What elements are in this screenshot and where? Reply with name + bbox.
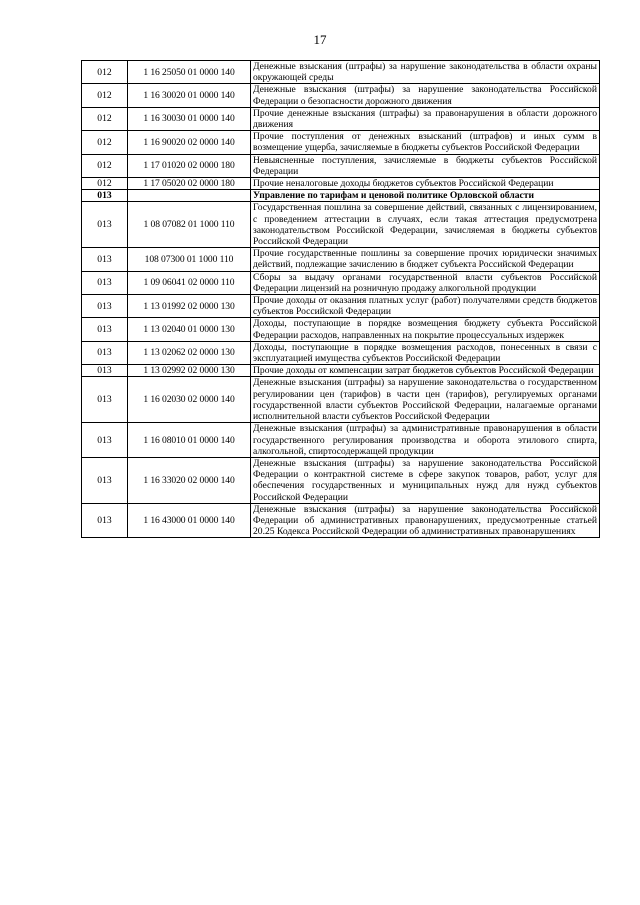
income-name-cell: Денежные взыскания (штрафы) за нарушение законодательства Российской Федерации о контрактной системе в сфере закупок товаров, работ, услуг для обеспечения государственных и муниципальных нужд для нужд субъектов Российской Федерации: [251, 457, 600, 503]
admin-code-cell: 012: [82, 84, 128, 107]
admin-code-cell: 013: [82, 341, 128, 364]
admin-code-cell: 012: [82, 178, 128, 190]
table-row: [82, 154, 600, 177]
table-row: [82, 202, 600, 248]
income-name-cell: Доходы, поступающие в порядке возмещения бюджету субъекта Российской Федерации расходов, направленных на покрытие процессуальных издержек: [251, 318, 600, 341]
table-row: [82, 61, 600, 84]
table-row: [82, 295, 600, 318]
budget-code-cell: 1 16 25050 01 0000 140: [128, 61, 251, 84]
budget-code-cell: 1 17 01020 02 0000 180: [128, 154, 251, 177]
table-row: [82, 318, 600, 341]
income-name-cell: Денежные взыскания (штрафы) за нарушение законодательства о государственном регулировании цен (тарифов) в части цен (тарифов), регулируемых органами государственной власти субъектов Российской Федерации, налагаемые органами исполнительной власти субъектов Российской Федерации: [251, 377, 600, 423]
income-codes-table: [81, 60, 600, 538]
budget-code-cell: 1 13 02992 02 0000 130: [128, 365, 251, 377]
table-row: [82, 131, 600, 154]
budget-code-cell: 108 07300 01 1000 110: [128, 248, 251, 271]
table-row: [82, 107, 600, 130]
budget-code-cell: 1 16 30030 01 0000 140: [128, 107, 251, 130]
income-name-cell: Доходы, поступающие в порядке возмещения расходов, понесенных в связи с эксплуатацией имущества субъектов Российской Федерации: [251, 341, 600, 364]
income-name-cell: Невыясненные поступления, зачисляемые в бюджеты субъектов Российской Федерации: [251, 154, 600, 177]
budget-code-cell: [128, 190, 251, 202]
budget-code-cell: 1 13 02062 02 0000 130: [128, 341, 251, 364]
income-name-cell: Денежные взыскания (штрафы) за нарушение законодательства Российской Федерации об административных правонарушениях, предусмотренные статьей 20.25 Кодекса Российской Федерации об административных правонарушениях: [251, 503, 600, 538]
table-row: [82, 84, 600, 107]
table-row: [82, 503, 600, 538]
budget-code-cell: 1 16 43000 01 0000 140: [128, 503, 251, 538]
table-row: [82, 365, 600, 377]
table-row: [82, 341, 600, 364]
budget-code-cell: 1 16 33020 02 0000 140: [128, 457, 251, 503]
income-name-cell: Денежные взыскания (штрафы) за нарушение законодательства Российской Федерации о безопасности дорожного движения: [251, 84, 600, 107]
income-name-cell: Прочие неналоговые доходы бюджетов субъектов Российской Федерации: [251, 178, 600, 190]
budget-code-cell: 1 16 02030 02 0000 140: [128, 377, 251, 423]
admin-code-cell: 013: [82, 271, 128, 294]
budget-code-cell: 1 08 07082 01 1000 110: [128, 202, 251, 248]
budget-code-cell: 1 13 02040 01 0000 130: [128, 318, 251, 341]
admin-code-cell: 013: [82, 503, 128, 538]
table-body: [82, 61, 600, 538]
income-name-cell: Прочие доходы от оказания платных услуг (работ) получателями средств бюджетов субъектов Российской Федерации: [251, 295, 600, 318]
admin-code-cell: 012: [82, 107, 128, 130]
budget-code-cell: 1 16 90020 02 0000 140: [128, 131, 251, 154]
admin-code-cell: 013: [82, 248, 128, 271]
table-row: [82, 248, 600, 271]
admin-code-cell: 013: [82, 377, 128, 423]
budget-code-cell: 1 17 05020 02 0000 180: [128, 178, 251, 190]
income-name-cell: Управление по тарифам и ценовой политике Орловской области: [251, 190, 600, 202]
admin-code-cell: 013: [82, 457, 128, 503]
admin-code-cell: 013: [82, 190, 128, 202]
income-name-cell: Прочие государственные пошлины за совершение прочих юридически значимых действий, подлежащие зачислению в бюджет субъекта Российской Федерации: [251, 248, 600, 271]
admin-code-cell: 013: [82, 365, 128, 377]
table-row: [82, 377, 600, 423]
page-number: 17: [313, 32, 327, 47]
income-name-cell: Денежные взыскания (штрафы) за административные правонарушения в области государственного регулирования производства и оборота этилового спирта, алкогольной, спиртосодержащей продукции: [251, 423, 600, 458]
income-name-cell: Прочие денежные взыскания (штрафы) за правонарушения в области дорожного движения: [251, 107, 600, 130]
admin-code-cell: 012: [82, 131, 128, 154]
budget-code-cell: 1 13 01992 02 0000 130: [128, 295, 251, 318]
budget-code-cell: 1 16 08010 01 0000 140: [128, 423, 251, 458]
table-row: [82, 190, 600, 202]
income-name-cell: Прочие поступления от денежных взысканий (штрафов) и иных сумм в возмещение ущерба, зачисляемые в бюджеты субъектов Российской Федерации: [251, 131, 600, 154]
admin-code-cell: 013: [82, 295, 128, 318]
budget-code-cell: 1 09 06041 02 0000 110: [128, 271, 251, 294]
table-row: [82, 423, 600, 458]
admin-code-cell: 013: [82, 202, 128, 248]
income-name-cell: Сборы за выдачу органами государственной власти субъектов Российской Федерации лицензий на розничную продажу алкогольной продукции: [251, 271, 600, 294]
admin-code-cell: 012: [82, 61, 128, 84]
table-row: [82, 178, 600, 190]
admin-code-cell: 013: [82, 318, 128, 341]
budget-code-cell: 1 16 30020 01 0000 140: [128, 84, 251, 107]
table-row: [82, 457, 600, 503]
admin-code-cell: 013: [82, 423, 128, 458]
table-row: [82, 271, 600, 294]
income-name-cell: Государственная пошлина за совершение действий, связанных с лицензированием, с проведением аттестации в случаях, если такая аттестация предусмотрена законодательством Российской Федерации, зачисляемая в бюджеты субъектов Российской Федерации: [251, 202, 600, 248]
income-name-cell: Прочие доходы от компенсации затрат бюджетов субъектов Российской Федерации: [251, 365, 600, 377]
admin-code-cell: 012: [82, 154, 128, 177]
income-name-cell: Денежные взыскания (штрафы) за нарушение законодательства в области охраны окружающей среды: [251, 61, 600, 84]
